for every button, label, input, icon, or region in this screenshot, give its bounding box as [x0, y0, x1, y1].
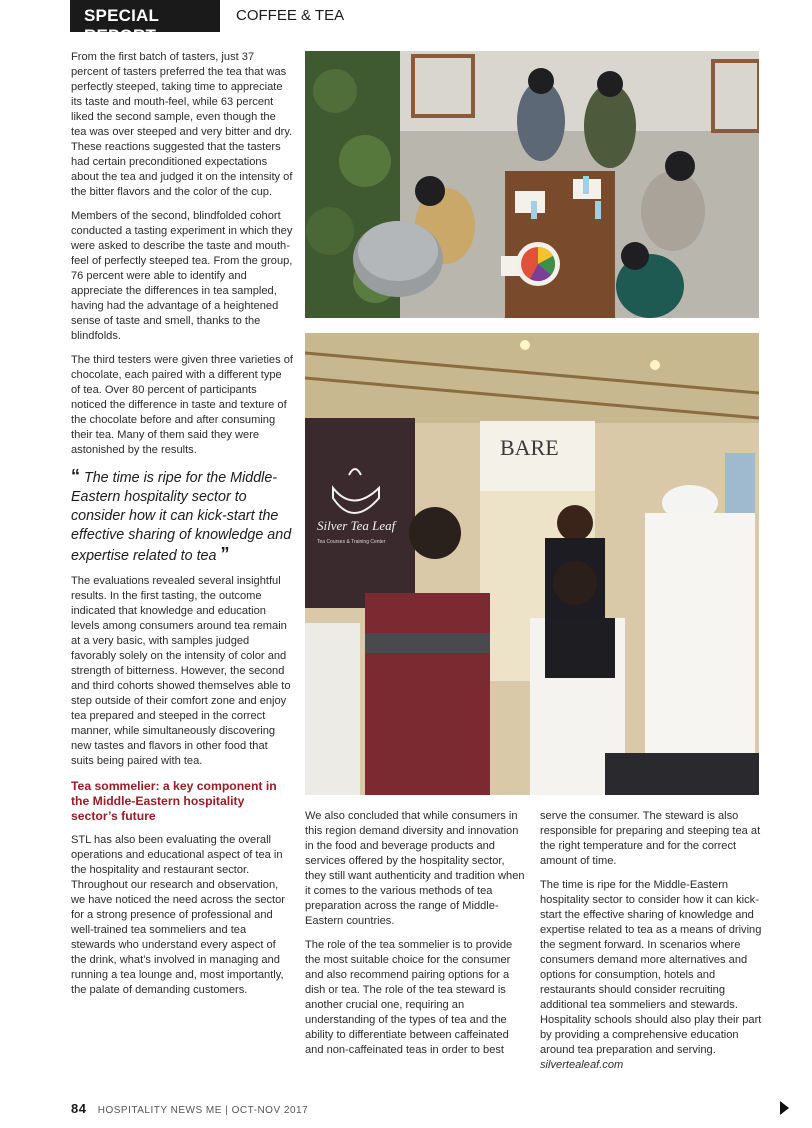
paragraph: Members of the second, blindfolded cohort conducted a tasting experiment in which they were asked to describe the taste and mouth-feel of perfectly steeped tea. From the group, 76 percent were able to identify and appreciate the differences in tea sampled, having had the advantage of a heightened sense of taste and smell, thanks to the blindfolds. [71, 210, 293, 342]
next-page-arrow-icon[interactable] [780, 1101, 789, 1115]
subheading: Tea sommelier: a key component in the Middle-Eastern hospitality sector’s future [71, 779, 277, 823]
issue-date: OCT-NOV 2017 [231, 1105, 309, 1116]
paragraph-text: The time is ripe for the Middle-Eastern hospitality sector to consider how it can kick-start the effective sharing of knowledge and expertise related to tea as a means of driving the segment forward. In scenarios where consumers demand more alternatives and options for consumption, hotels and restaurants should consider recruiting additional tea sommeliers and stewards. Hospitality schools should also play their part by providing a comprehensive education around tea preparation and serving. [540, 879, 762, 1056]
column-1 [71, 50, 293, 1007]
banner-sub-text: Tea Courses & Training Center [317, 539, 386, 545]
page-footer [71, 1101, 308, 1116]
paragraph: The evaluations revealed several insightful results. In the first tasting, the outcome indicated that knowledge and education levels among consumers around tea remain at a very basic, with samples judged favorably solely on the intensity of color and strength of bitterness. However, the second and third cohorts showed themselves able to step outside of their comfort zone and enjoy tea prepared and steeped in the correct manner, while simultaneously discovering new tastes and flavors in other food that suits being paired with tea. [71, 575, 291, 767]
open-quote-mark: “ [71, 466, 80, 486]
publication-name: HOSPITALITY NEWS ME [97, 1105, 222, 1116]
photo-tea-tasting-table [305, 51, 759, 318]
banner-brand-text: Silver Tea Leaf [317, 518, 396, 533]
paragraph: STL has also been evaluating the overall operations and educational aspect of tea in the hospitality and restaurant sector. Throughout our research and observation, we have noticed the need across the sector for a strong presence of professional and well-trained tea sommeliers and tea stewards who understand every aspect of the drink, what’s involved in managing and running a tea lounge and, most importantly, the palate of demanding customers. [71, 834, 285, 996]
paragraph: We also concluded that while consumers in this region demand diversity and innovation in the food and beverage products and services offered by the hospitality sector, they still want authenticity and tradition when it comes to the various methods of tea preparation across the range of Middle-Eastern countries. [305, 810, 525, 927]
signoff-link[interactable]: silvertealeaf.com [540, 1059, 624, 1071]
photo-exhibition-illustration [305, 333, 759, 795]
stand-sign-text: BARE [500, 435, 559, 460]
photo-tea-tasting-illustration [305, 51, 759, 318]
section-label-box [70, 0, 220, 45]
paragraph [540, 878, 762, 1073]
paragraph: serve the consumer. The steward is also responsible for preparing and steeping tea at the right temperature and for the correct amount of time. [540, 810, 761, 867]
photo-exhibition-stand [305, 333, 759, 795]
topic-label: COFFEE & TEA [236, 7, 345, 24]
paragraph: The third testers were given three varieties of chocolate, each paired with a different type of tea. Over 80 percent of participants noticed the difference in taste and texture of the chocolate before and after consuming their tea. Many of them said they were astonished by the results. [71, 354, 293, 456]
pull-quote-text: The time is ripe for the Middle-Eastern hospitality sector to consider how it can kick-start the effective sharing of knowledge and expertise related to tea [71, 470, 292, 564]
pull-quote [71, 467, 293, 566]
section-label: SPECIAL REPORT [84, 6, 159, 45]
column-3 [540, 809, 762, 1082]
paragraph: From the first batch of tasters, just 37 percent of tasters preferred the tea that was perfectly steeped, taking time to appreciate its taste and mouth-feel, while 63 percent liked the second sample, even though the tea was over steeped and very bitter and dry. These reactions suggested that the tasters had certain preconditioned expectations about the tea and judged it on the intensity of the bitter flavors and the color of the cup. [71, 51, 293, 198]
close-quote-mark: ” [220, 544, 230, 564]
paragraph: The role of the tea sommelier is to provide the most suitable choice for the consumer and also recommend pairing options for a dish or tea. The role of the tea steward is another crucial one, requiring an understanding of the types of tea and the ability to differentiate between caffeinated and non-caffeinated teas in order to best [305, 939, 513, 1056]
page-number: 84 [71, 1101, 87, 1116]
column-2 [305, 809, 527, 1067]
footer-separator: | [225, 1105, 229, 1116]
